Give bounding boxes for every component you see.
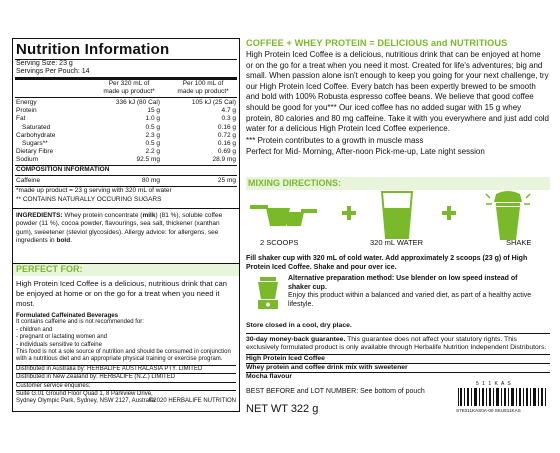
row-label: Carbohydrate xyxy=(16,132,56,139)
alt-text-block xyxy=(288,275,538,309)
row-value-320ml: 2.2 g xyxy=(145,148,160,155)
divider xyxy=(15,97,237,98)
nutrition-row xyxy=(16,148,236,156)
row-label: Fat xyxy=(16,115,26,122)
protein-claim: *** Protein contributes to a growth in muscle mass xyxy=(246,135,424,145)
blender-icon xyxy=(250,275,286,311)
column-header-320ml-a: Per 320 mL of xyxy=(108,80,150,87)
serving-size: Serving Size: 23 g xyxy=(16,60,73,67)
nutrition-row xyxy=(16,99,236,107)
barcode-top-text: 5 1 1 K A S xyxy=(476,381,512,387)
row-label: Energy xyxy=(16,99,37,106)
perfect-for-heading: PERFECT FOR: xyxy=(12,264,240,276)
nutrition-row xyxy=(16,124,236,132)
address-line-1: Suite G.01 Ground Floor Quad 1, 8 Parkview Drive, xyxy=(16,390,236,398)
net-weight: NET WT 322 g xyxy=(246,403,319,415)
row-value-320ml: 336 kJ (80 Cal) xyxy=(115,99,160,106)
row-value-100ml: 105 kJ (25 Cal) xyxy=(191,99,236,106)
address-line-2: Sydney Olympic Park, Sydney, NSW 2127, Australia xyxy=(16,398,155,405)
product-name: High Protein Iced Coffee xyxy=(246,354,550,363)
row-value-100ml: 0.3 g xyxy=(221,115,236,122)
column-header-100ml-a: Per 100 mL of xyxy=(182,80,224,87)
row-value-320ml: 15 g xyxy=(147,107,160,114)
allergen-bold-word: bold xyxy=(56,236,71,244)
footnote-made-up: *made up product = 23 g serving with 320 mL of water xyxy=(16,187,172,194)
alternative-method xyxy=(246,275,550,313)
dist-au: Distributed in Australia by: HERBALIFE AUSTRALASIA PTY. LIMITED xyxy=(16,365,236,373)
guarantee-title: 30-day money-back guarantee. xyxy=(246,336,346,344)
row-label: Sodium xyxy=(16,156,39,163)
footnote-sugars: ** CONTAINS NATURALLY OCCURING SUGARS xyxy=(16,196,162,203)
row-value-320ml: 92.5 mg xyxy=(136,156,160,163)
list-item: - individuals sensitive to caffeine xyxy=(16,341,102,348)
row-label: Saturated xyxy=(22,124,51,131)
allergen-milk: milk xyxy=(142,212,156,219)
nutrition-row xyxy=(16,115,236,123)
plus-icon xyxy=(342,206,356,220)
nutrition-row xyxy=(16,107,236,115)
flavour: Mocha flavour xyxy=(246,372,550,381)
label-water: 320 mL WATER xyxy=(370,238,424,247)
best-before: BEST BEFORE and LOT NUMBER: See bottom of pouch xyxy=(246,388,425,395)
row-value-320ml: 1.0 g xyxy=(145,115,160,122)
servings-per-pouch: Servings Per Pouch: 14 xyxy=(16,68,90,75)
storage-block xyxy=(246,322,550,381)
row-value-100ml: 0.16 g xyxy=(217,140,236,147)
alt-text: Enjoy this product within a balanced and varied diet, as part of a healthy active lifestyle. xyxy=(288,292,532,308)
ingredients-text: ) (81 %), soluble coffee powder (11 %), cocoa powder, flavourings, sea salt, thickener (xanthan gum), sweetener (steviol glycosides). Allergy advice: for allergens, see ingredients in xyxy=(16,212,223,244)
formulated-title: Formulated Caffeinated Beverages xyxy=(16,312,119,319)
perfect-for-times: Perfect for Mid- Morning, After-noon Pick-me-up, Late night session xyxy=(246,146,485,156)
formulated-intro: It contains caffeine and is not recommended for: xyxy=(16,319,144,326)
formulated-block xyxy=(16,312,236,406)
headline: COFFEE + WHEY PROTEIN = DELICIOUS and NUTRITIOUS xyxy=(246,38,508,48)
row-value-100ml: 0.69 g xyxy=(217,148,236,155)
row-label: Caffeine xyxy=(16,177,41,184)
guarantee-text: This guarantee does not affect your statutory rights. This exclusively formulated product is only available through Herbalife Nutrition Independent Distributors. xyxy=(246,336,547,352)
row-value-100ml: 25 mg xyxy=(217,177,236,184)
column-header-320ml-b: made up product* xyxy=(103,88,155,95)
scoop-icon xyxy=(250,205,317,226)
mixing-step-1: Fill shaker cup with 320 mL of cold water. Add approximately 2 scoops (23 g) of High Protein Iced Coffee. Shake and pour over ice. xyxy=(246,255,528,271)
nutrition-title: Nutrition Information xyxy=(16,41,170,58)
row-value-100ml: 4.7 g xyxy=(221,107,236,114)
nutrition-row xyxy=(16,140,236,148)
shaker-icon xyxy=(486,191,530,240)
ingredients-text: . xyxy=(70,236,73,244)
left-column xyxy=(12,38,240,412)
mixing-directions-heading: MIXING DIRECTIONS: xyxy=(246,177,550,190)
row-value-320ml: 0.5 g xyxy=(145,124,160,131)
guarantee xyxy=(246,333,550,352)
row-value-320ml: 2.3 g xyxy=(145,132,160,139)
ingredients-text: Whey protein concentrate ( xyxy=(62,212,143,219)
water-glass-icon xyxy=(382,192,412,238)
list-item: - children and xyxy=(16,326,53,333)
label-shake: SHAKE xyxy=(506,238,532,247)
product-description: High Protein Iced Coffee is a delicious, nutritious drink that can be enjoyed at home or on the go for a treat when you need it most. Created for life's adventures; big and small. When passion alone isn't enough to keep you going for your next challenge, try our High Protein Iced Coffee. Every batch has been expertly brewed to be smooth and bold with 100% Robusta espresso coffee beans. We believe that good coffee should be good for you*** Our iced coffee has no added sugar with 15 g whey protein, 80 calories and 80 mg caffeine. Take it with you everywhere and just add cold water for a delicious High Protein Iced Coffee experience. xyxy=(246,50,549,134)
composition-title: COMPOSITION INFORMATION xyxy=(16,166,110,173)
address-row xyxy=(16,398,236,405)
caffeine-row xyxy=(16,177,236,185)
plus-icon xyxy=(442,206,456,220)
barcode-code: S7K011KAS0A-00 SKU511KAS xyxy=(456,408,521,413)
label-scoops: 2 SCOOPS xyxy=(260,238,299,247)
nutrition-row xyxy=(16,132,236,140)
row-value-100ml: 0.72 g xyxy=(217,132,236,139)
product-desc: Whey protein and coffee drink mix with sweetener xyxy=(246,363,550,372)
barcode-icon xyxy=(456,386,550,408)
food-note: This food is not a sole source of nutrition and should be consumed in conjunction with a nutritious diet and an appropriate physical training or exercise program. xyxy=(16,349,231,363)
row-value-100ml: 28.9 mg xyxy=(212,156,236,163)
row-value-100ml: 0.16 g xyxy=(217,124,236,131)
row-label: Protein xyxy=(16,107,37,114)
row-label: Sugars** xyxy=(22,140,48,147)
ingredients-panel xyxy=(12,209,240,264)
customer-service: Customer service enquiries: xyxy=(16,382,236,390)
dist-nz: Distributed in New Zealand by: HERBALIFE (N.Z.) LIMITED xyxy=(16,373,236,381)
column-header-100ml-b: made up product* xyxy=(177,88,229,95)
perfect-for-text: High Protein Iced Coffee is a delicious, nutritious drink that can be enjoyed at home or on the go for a treat when you need it most. xyxy=(16,279,227,308)
store-instructions: Store closed in a cool, dry place. xyxy=(246,322,352,329)
right-column xyxy=(246,38,550,157)
perfect-for-panel xyxy=(12,276,240,412)
row-value-320ml: 80 mg xyxy=(141,177,160,184)
row-label: Dietary Fibre xyxy=(16,148,54,155)
alt-title: Alternative preparation method: Use blender on low speed instead of shaker cup. xyxy=(288,275,518,291)
divider xyxy=(15,175,237,176)
row-value-320ml: 0.5 g xyxy=(145,140,160,147)
nutrition-panel xyxy=(12,38,240,209)
list-item: - pregnant or lactating women and xyxy=(16,334,108,341)
ingredients-label: INGREDIENTS: xyxy=(16,212,63,219)
copyright: ©2020 HERBALIFE NUTRITION xyxy=(148,398,236,405)
nutrition-row xyxy=(16,156,236,164)
